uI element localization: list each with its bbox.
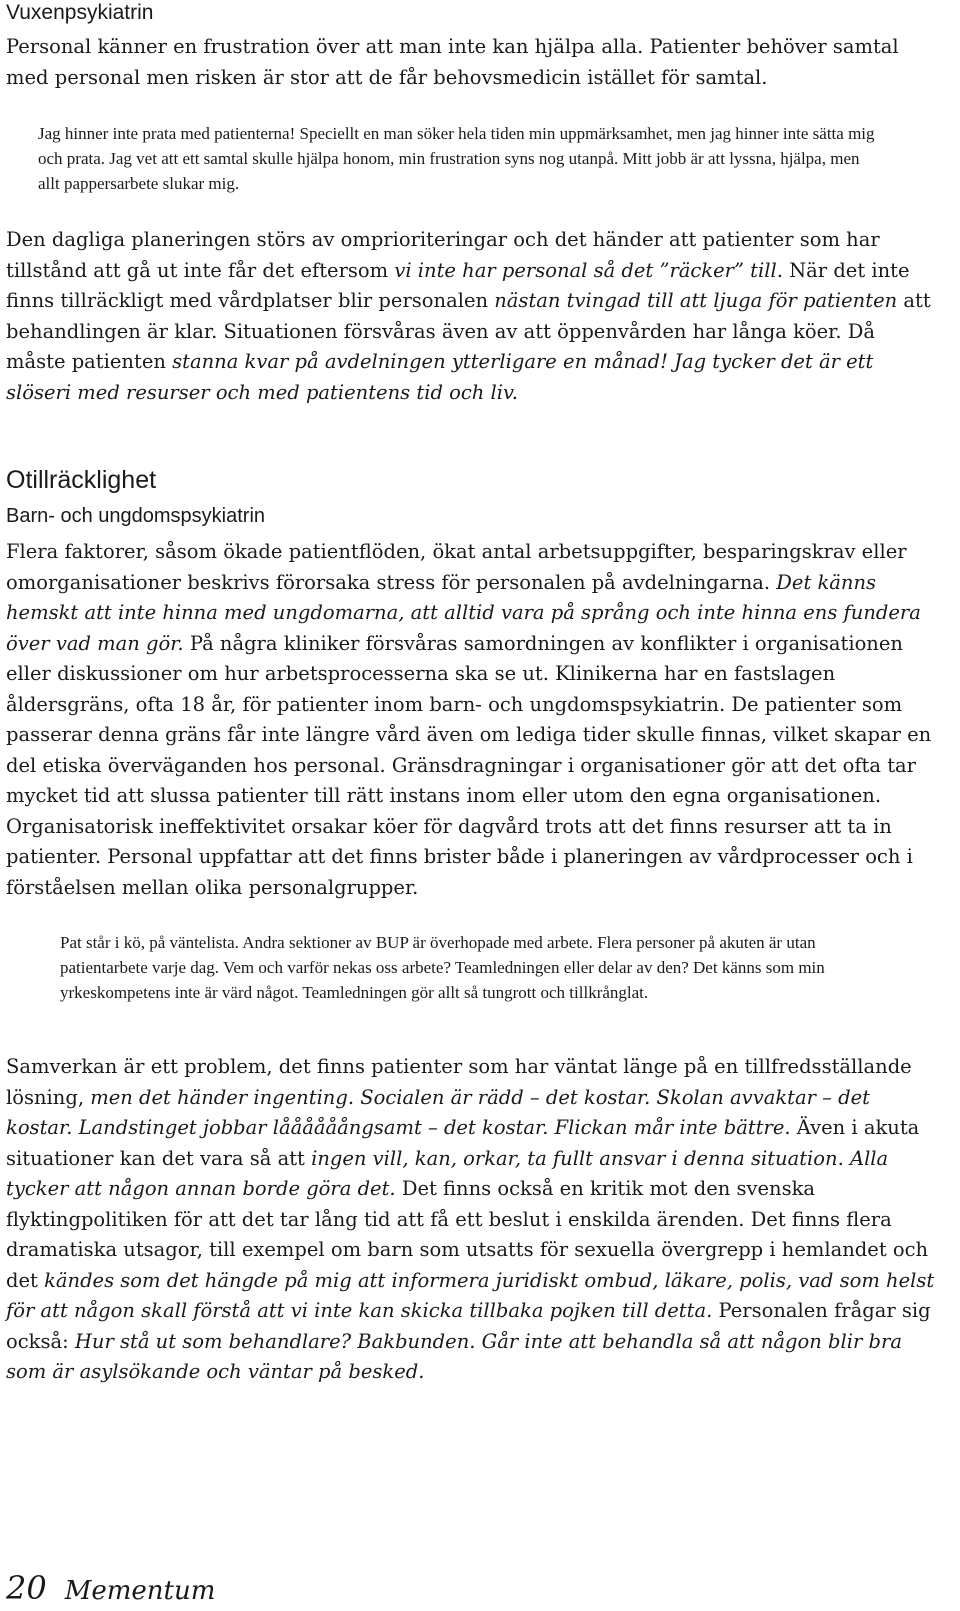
- quote-bup: Pat står i kö, på väntelista. Andra sektioner av BUP är överhopade med arbete. Flera personer på akuten är utan patientarbete varje dag. Vem och varför nekas oss arbete? Teamledningen eller delar av den? Det känns som min yrkeskompetens inte är värd något. Teamledningen gör allt så tungrott och tillkrånglat.: [60, 933, 825, 1002]
- page-footer: [6, 1568, 215, 1611]
- paragraph-daily-planning: Den dagliga planeringen störs av omprioriteringar och det händer att patienter som har tillstånd att gå ut inte får det eftersom vi inte har personal så det ”räcker” till. När det inte finns tillräckligt med vårdplatser blir personalen nästan tvingad till att ljuga för patienten att behandlingen är klar. Situationen försvåras även av att öppenvården har långa köer. Då måste patienten stanna kvar på avdelningen ytterligare en månad! Jag tycker det är ett slöseri med resurser och med patientens tid och liv.: [6, 228, 931, 404]
- subsection-heading-bup: Barn- och ungdomspsykiatrin: [6, 505, 266, 527]
- section-heading-otillracklighet: Otillräcklighet: [6, 466, 157, 494]
- intro-line-2: med personal men risken är stor att de får behovsmedicin istället för samtal.: [6, 65, 768, 89]
- section-heading-vuxenpsykiatrin: Vuxenpsykiatrin: [6, 1, 154, 24]
- paragraph-cooperation: Samverkan är ett problem, det finns patienter som har väntat länge på en tillfredsställande lösning, men det händer ingenting. Socialen är rädd – det kostar. Skolan avvaktar – det kostar. Landstinget jobbar låååååångsamt – det kostar. Flickan mår inte bättre. Även i akuta situationer kan det vara så att ingen vill, kan, orkar, ta fullt ansvar i denna situation. Alla tycker att någon annan borde göra det. Det finns också en kritik mot den svenska flyktingpolitiken för att det tar lång tid att få ett beslut i enskilda ärenden. Det finns flera dramatiska utsagor, till exempel om barn som utsatts för sexuella övergrepp i hemlandet och det kändes som det hängde på mig att informera juridiskt ombud, läkare, polis, vad som helst för att någon skall förstå att vi inte kan skicka tillbaka pojken till detta. Personalen frågar sig också: Hur stå ut som behandlare? Bakbunden. Går inte att behandla så att någon blir bra som är asylsökande och väntar på besked.: [6, 1055, 935, 1383]
- quote-vuxen: Jag hinner inte prata med patienterna! Speciellt en man söker hela tiden min uppmärksamhet, men jag hinner inte sätta mig och prata. Jag vet att ett samtal skulle hjälpa honom, min frustration syns nog utanpå. Mitt jobb är att lyssna, hjälpa, men allt pappersarbete slukar mig.: [38, 124, 875, 193]
- paragraph-factors: Flera faktorer, såsom ökade patientflöden, ökat antal arbetsuppgifter, besparingskrav eller omorganisationer beskrivs förorsaka stress för personalen på avdelningarna. Det känns hemskt att inte hinna med ungdomarna, att alltid vara på språng och inte hinna ens fundera över vad man gör. På några kliniker försvåras samordningen av konflikter i organisationen eller diskussioner om hur arbetsprocesserna ska se ut. Klinikerna har en fastslagen åldersgräns, ofta 18 år, för patienter inom barn- och ungdomspsykiatrin. De patienter som passerar denna gräns får inte längre vård även om lediga tider skulle finnas, vilket skapar en del etiska överväganden hos personal. Gränsdragningar i organisationer gör att det ofta tar mycket tid att slussa patienter till rätt instans inom eller utom den egna organisationen. Organisatorisk ineffektivitet orsakar köer för dagvård trots att det finns resurser att ta in patienter. Personal uppfattar att det finns brister både i planeringen av vårdprocesser och i förståelsen mellan olika personalgrupper.: [6, 540, 932, 899]
- publication-name: Mementum: [64, 1576, 216, 1606]
- intro-paragraph: [6, 32, 936, 93]
- page-number: 20: [6, 1569, 47, 1607]
- intro-line-1: Personal känner en frustration över att man inte kan hjälpa alla. Patienter behöver samtal: [6, 35, 899, 58]
